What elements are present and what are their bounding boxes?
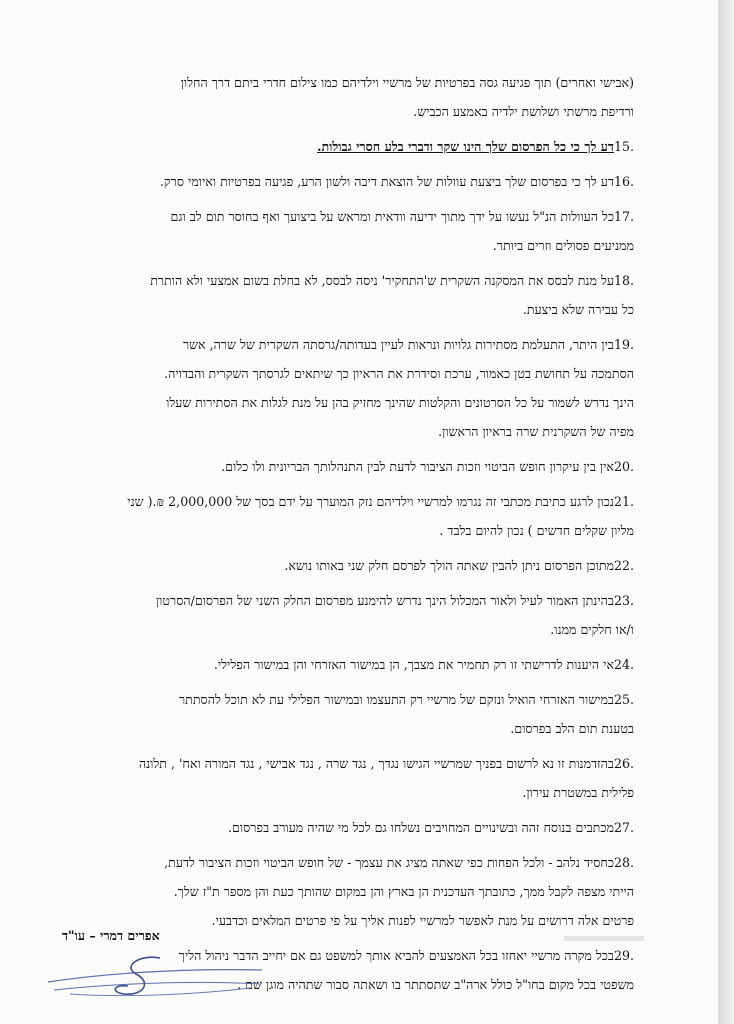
item-text: ו/או חלקים ממנו. bbox=[550, 622, 634, 637]
text-line bbox=[62, 848, 634, 877]
text-line bbox=[62, 551, 634, 580]
item-text: דע לך כי בפרסום שלך ביצעת עוולות של הוצאת דיבה ולשון הרע, פגיעה בפרטיות ואיומי סרק. bbox=[159, 174, 614, 189]
item-number: 24. bbox=[614, 657, 634, 672]
handwritten-signature bbox=[40, 944, 270, 1004]
item-text: כל העוולות הנ"ל נעשו על ידך מתוך ידיעה וודאית ומראש על ביצועך ואף בחוסר תום לב וגם bbox=[170, 209, 614, 224]
text-line bbox=[62, 685, 634, 714]
text-line bbox=[62, 877, 634, 906]
item-number: 15. bbox=[614, 139, 634, 154]
item-text: כל עבירה שלא ביצעת. bbox=[522, 302, 634, 317]
text-line bbox=[62, 778, 634, 807]
item-text: במישור האזרחי הואיל ונזקם של מרשיי רק התעצמו ובמישור הפלילי עת לא תוכל להסתתר bbox=[178, 692, 614, 707]
item-text: הייתי מצפה לקבל ממך, כתובתך העדכנית הן בארץ והן במקום שהותך כעת והן מספר ת"ז שלך. bbox=[173, 884, 634, 899]
text-line bbox=[62, 202, 634, 231]
numbered-item bbox=[62, 167, 634, 196]
item-text: מכתבים בנוסח זהה ובשינויים המחויבים נשלחו גם לכל מי שהיה מעורב בפרסום. bbox=[228, 820, 614, 835]
text-line: (אבישי ואחרים) תוך פגיעה גסה בפרטיות של מרשיי וילדיהם כמו צילום חדרי ביתם דרך החלון bbox=[180, 75, 634, 90]
section-heading: דע לך כי כל הפרסום שלך הינו שקר ודברי בלע חסרי גבולות. bbox=[317, 139, 614, 154]
item-text: פלילית במשטרת עירון. bbox=[522, 785, 634, 800]
text-line bbox=[62, 487, 634, 516]
text-line bbox=[62, 266, 634, 295]
item-number: 29. bbox=[614, 948, 634, 963]
item-number: 16. bbox=[614, 174, 634, 189]
item-text: בטענת תום הלב בפרסום. bbox=[510, 721, 634, 736]
item-number: 23. bbox=[614, 593, 634, 608]
faint-stamp bbox=[560, 930, 650, 950]
text-line: ורדיפת מרשתי ושלושת ילדיה באמצע הכביש. bbox=[413, 104, 634, 119]
item-text: הסתמכה על תחושת בטן כאמור, ערכת וסידרת את הראיון כך שיתאים לגרסתך השקרית והבדויה. bbox=[164, 366, 634, 381]
item-number: 19. bbox=[614, 337, 634, 352]
item-text: הינך נדרש לשמור על כל הסרטונים והקלטות שהינך מחזיק בהן על מנת לגלות את הסתירות שעלו bbox=[166, 395, 634, 410]
item-text: מתוכן הפרסום ניתן להבין שאתה הולך לפרסם חלק שני באותו נושא. bbox=[284, 558, 614, 573]
item-number: 22. bbox=[614, 558, 634, 573]
text-line bbox=[62, 813, 634, 842]
text-line bbox=[62, 330, 634, 359]
text-line bbox=[62, 388, 634, 417]
item-number: 21. bbox=[614, 494, 634, 509]
page-edge bbox=[718, 0, 734, 1024]
text-line bbox=[62, 167, 634, 196]
numbered-item bbox=[62, 266, 634, 324]
item-text: ממניעים פסולים וזרים ביותר. bbox=[492, 238, 634, 253]
numbered-item bbox=[62, 813, 634, 842]
item-text: בהזדמנות זו נא לרשום בפניך שמרשיי הגישו נגדך , נגד שרה , נגד אבישי , נגד המורה ואח' , תלונה bbox=[138, 756, 614, 771]
item-text: משפטי בכל מקום בחו"ל כולל ארה"ב שתסתתר בו ושאתה סבור שתהיה מוגן שם . bbox=[237, 977, 634, 992]
item-number: 27. bbox=[614, 820, 634, 835]
item-number: 28. bbox=[614, 855, 634, 870]
item-text: בהינתן האמור לעיל ולאור המכלול הינך נדרש להימנע מפרסום החלק השני של הפרסום/הסרטון bbox=[155, 593, 614, 608]
numbered-items bbox=[62, 132, 634, 999]
item-text: בין היתר, התעלמת מסתירות גלויות ונראות לעיין בעדותה/גרסתה השקרית של שרה, אשר bbox=[182, 337, 614, 352]
item-text: אי היענות לדרישתי זו רק תחמיר את מצבך, הן במישור האזרחי והן במישור הפלילי. bbox=[213, 657, 614, 672]
numbered-item bbox=[62, 452, 634, 481]
item-number: 25. bbox=[614, 692, 634, 707]
text-line bbox=[62, 650, 634, 679]
signer-name: אפרים דמרי – עו"ד bbox=[62, 928, 160, 943]
text-line bbox=[62, 714, 634, 743]
item-text: מליון שקלים חדשים ) נכון להיום בלבד . bbox=[439, 523, 634, 538]
numbered-item bbox=[62, 650, 634, 679]
numbered-item bbox=[62, 551, 634, 580]
text-line bbox=[62, 417, 634, 446]
text-line bbox=[62, 749, 634, 778]
numbered-item bbox=[62, 487, 634, 545]
numbered-item bbox=[62, 330, 634, 446]
item-number: 18. bbox=[614, 273, 634, 288]
item-text: בכל מקרה מרשיי יאחזו בכל האמצעים להביא אותך למשפט גם אם יחייב הדבר ניהול הליך bbox=[178, 948, 614, 963]
item-text: פרטים אלה דרושים על מנת לאפשר למרשיי לפנות אליך על פי פרטים המלאים וכדבעי. bbox=[211, 913, 634, 928]
text-line bbox=[62, 586, 634, 615]
item-number: 17. bbox=[614, 209, 634, 224]
text-line bbox=[62, 231, 634, 260]
item-text: כחסיד נלהב - ולכל הפחות כפי שאתה מציג את עצמך - של חופש הביטוי וזכות הציבור לדעת, bbox=[164, 855, 614, 870]
item-text: נכון לרגע כתיבת מכתבי זה נגרמו למרשיי וילדיהם נזק המוערך על ידם בסך של 2,000,000 ₪.( שני bbox=[127, 494, 614, 509]
item-number: 26. bbox=[614, 756, 634, 771]
text-line bbox=[62, 452, 634, 481]
letter-body bbox=[62, 68, 634, 999]
text-line bbox=[62, 615, 634, 644]
numbered-item bbox=[62, 749, 634, 807]
numbered-item bbox=[62, 848, 634, 935]
text-line bbox=[62, 516, 634, 545]
numbered-item bbox=[62, 132, 634, 161]
text-line bbox=[62, 132, 634, 161]
numbered-item bbox=[62, 586, 634, 644]
item-text: מפיה של השקרנית שרה בראיון הראשון. bbox=[438, 424, 634, 439]
paragraph-continued bbox=[62, 68, 634, 126]
numbered-item bbox=[62, 685, 634, 743]
item-number: 20. bbox=[614, 459, 634, 474]
text-line bbox=[62, 359, 634, 388]
text-line bbox=[62, 295, 634, 324]
numbered-item bbox=[62, 202, 634, 260]
item-text: על מנת לבסס את המסקנה השקרית ש'התחקיר' ניסה לבסס, לא בחלת בשום אמצעי ולא הותרת bbox=[150, 273, 614, 288]
item-text: אין בין עיקרון חופש הביטוי וזכות הציבור לדעת לבין התנהלותך הבריונית ולו כלום. bbox=[221, 459, 614, 474]
